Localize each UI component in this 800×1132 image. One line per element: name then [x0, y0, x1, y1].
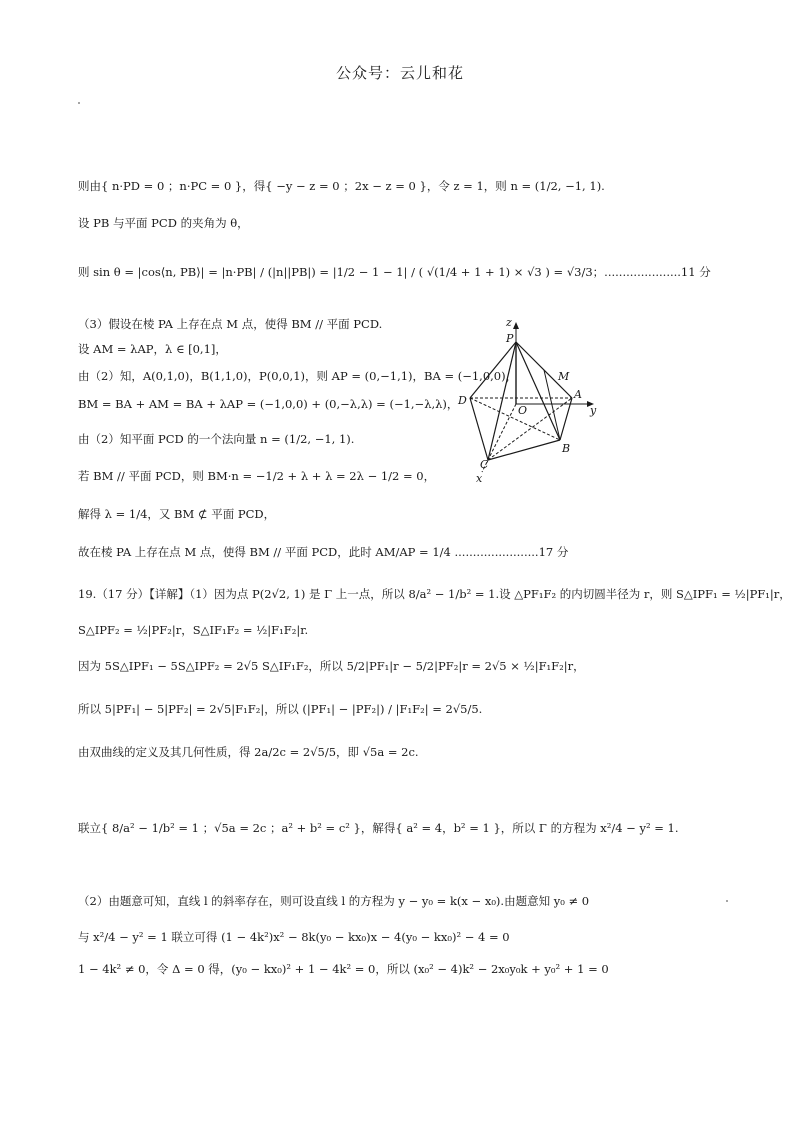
- text-line-11: 故在棱 PA 上存在点 M 点，使得 BM // 平面 PCD，此时 AM/AP = 1/4 .......................17 分: [78, 545, 569, 559]
- edge-DC: [470, 398, 488, 460]
- text-line-2: 设 PB 与平面 PCD 的夹角为 θ，: [78, 216, 249, 230]
- text-line-13: S△IPF₂ = ½|PF₂|r，S△IF₁F₂ = ½|F₁F₂|r.: [78, 623, 309, 637]
- label-x: x: [476, 472, 483, 485]
- scan-speck: [78, 102, 80, 104]
- text-line-4: （3）假设在棱 PA 上存在点 M 点，使得 BM // 平面 PCD.: [78, 317, 383, 331]
- edge-PB: [516, 342, 560, 440]
- text-line-6: 由（2）知，A(0,1,0)，B(1,1,0)，P(0,0,1)，则 AP = (0,−1,1)，BA = (−1,0,0)，: [78, 369, 518, 383]
- text-line-18: （2）由题意可知，直线 l 的斜率存在，则可设直线 l 的方程为 y − y₀ = k(x − x₀).由题意知 y₀ ≠ 0: [78, 894, 590, 908]
- scan-speck: [726, 900, 728, 902]
- text-line-10: 解得 λ = 1/4，又 BM ⊄ 平面 PCD，: [78, 507, 276, 521]
- label-M: M: [558, 370, 570, 383]
- text-line-3: 则 sin θ = |cos⟨n, PB⟩| = |n·PB| / (|n||PB|) = |1/2 − 1 − 1| / ( √(1/4 + 1 + 1) × √3 ) = √3/3；.....................11 分: [78, 265, 711, 279]
- text-line-15: 所以 5|PF₁| − 5|PF₂| = 2√5|F₁F₂|，所以 (|PF₁| − |PF₂|) / |F₁F₂| = 2√5/5.: [78, 702, 483, 716]
- text-line-9: 若 BM // 平面 PCD，则 BM·n = −1/2 + λ + λ = 2λ − 1/2 = 0，: [78, 469, 436, 483]
- text-line-8: 由（2）知平面 PCD 的一个法向量 n = (1/2, −1, 1).: [78, 432, 355, 446]
- text-line-17: 联立{ 8/a² − 1/b² = 1 ；√5a = 2c ；a² + b² = c² }，解得{ a² = 4，b² = 1 }，所以 Γ 的方程为 x²/4 − y² = 1.: [78, 821, 679, 835]
- text-line-12: 19.（17 分）【详解】（1）因为点 P(2√2, 1) 是 Γ 上一点，所以 8/a² − 1/b² = 1.设 △PF₁F₂ 的内切圆半径为 r，则 S△IPF₁ = ½|PF₁|r，: [78, 587, 791, 601]
- label-D: D: [458, 394, 467, 407]
- text-line-1: 则由{ n·PD = 0 ；n·PC = 0 }，得{ −y − z = 0 ；2x − z = 0 }，令 z = 1，则 n = (1/2, −1, 1).: [78, 179, 605, 193]
- text-line-7: BM = BA + AM = BA + λAP = (−1,0,0) + (0,−λ,λ) = (−1,−λ,λ)，: [78, 397, 459, 411]
- edge-CB: [488, 440, 560, 460]
- text-line-19: 与 x²/4 − y² = 1 联立可得 (1 − 4k²)x² − 8k(y₀ − kx₀)x − 4(y₀ − kx₀)² − 4 = 0: [78, 930, 510, 944]
- text-line-16: 由双曲线的定义及其几何性质，得 2a/2c = 2√5/5，即 √5a = 2c.: [78, 745, 419, 759]
- label-y: y: [590, 404, 597, 417]
- label-O: O: [518, 404, 528, 417]
- text-line-5: 设 AM = λAP，λ ∈ [0,1]，: [78, 342, 227, 356]
- label-z: z: [506, 316, 512, 329]
- text-line-14: 因为 5S△IPF₁ − 5S△IPF₂ = 2√5 S△IF₁F₂，所以 5/2|PF₁|r − 5/2|PF₂|r = 2√5 × ½|F₁F₂|r，: [78, 659, 585, 673]
- page-header: 公众号：云儿和花: [335, 64, 464, 82]
- z-arrow: [513, 322, 519, 329]
- pyramid-figure: [440, 312, 620, 488]
- label-A: A: [574, 388, 582, 401]
- label-B: B: [562, 442, 571, 455]
- label-P: P: [506, 332, 514, 345]
- label-C: C: [480, 458, 489, 471]
- text-line-20: 1 − 4k² ≠ 0，令 Δ = 0 得，(y₀ − kx₀)² + 1 − 4k² = 0，所以 (x₀² − 4)k² − 2x₀y₀k + y₀² + 1 = 0: [78, 962, 609, 976]
